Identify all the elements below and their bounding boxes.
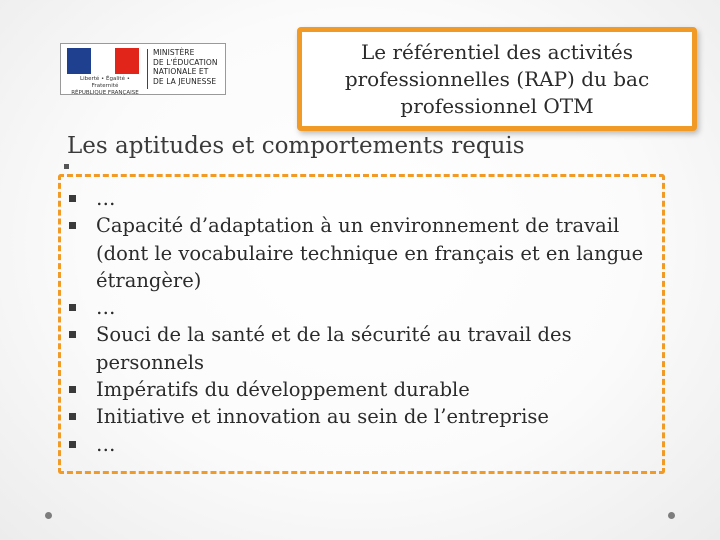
ministry-logo xyxy=(60,43,226,95)
slide-title-box xyxy=(297,27,697,131)
next-slide-dot-icon[interactable] xyxy=(668,512,675,519)
square-bullet-icon xyxy=(69,441,76,448)
square-bullet-icon xyxy=(69,222,76,229)
square-bullet-icon xyxy=(69,195,76,202)
previous-slide-dot-icon[interactable] xyxy=(45,512,52,519)
french-flag-icon xyxy=(67,48,139,74)
square-bullet-icon xyxy=(69,413,76,420)
list-item: Souci de la santé et de la sécurité au travail des personnels xyxy=(96,321,666,376)
slide-title: Le référentiel des activités professionnelles (RAP) du bac professionnel OTM xyxy=(344,39,650,118)
republic-motto: Liberté • Égalité • Fraternité RÉPUBLIQUE FRANÇAISE xyxy=(71,76,139,96)
heading-bullet-icon xyxy=(64,164,69,169)
list-item: Capacité d’adaptation à un environnement de travail (dont le vocabulaire technique en français et en langue étrangère) xyxy=(96,212,666,294)
list-item: … xyxy=(96,294,666,321)
list-item: Initiative et innovation au sein de l’entreprise xyxy=(96,403,666,430)
list-item: Impératifs du développement durable xyxy=(96,376,666,403)
requirements-list xyxy=(96,185,666,458)
list-item: … xyxy=(96,431,666,458)
logo-divider xyxy=(147,49,148,89)
section-heading: Les aptitudes et comportements requis xyxy=(67,133,525,159)
square-bullet-icon xyxy=(69,331,76,338)
square-bullet-icon xyxy=(69,304,76,311)
square-bullet-icon xyxy=(69,386,76,393)
list-item: … xyxy=(96,185,666,212)
ministry-name: MINISTÈRE DE L'ÉDUCATION NATIONALE ET DE LA JEUNESSE xyxy=(153,48,218,86)
